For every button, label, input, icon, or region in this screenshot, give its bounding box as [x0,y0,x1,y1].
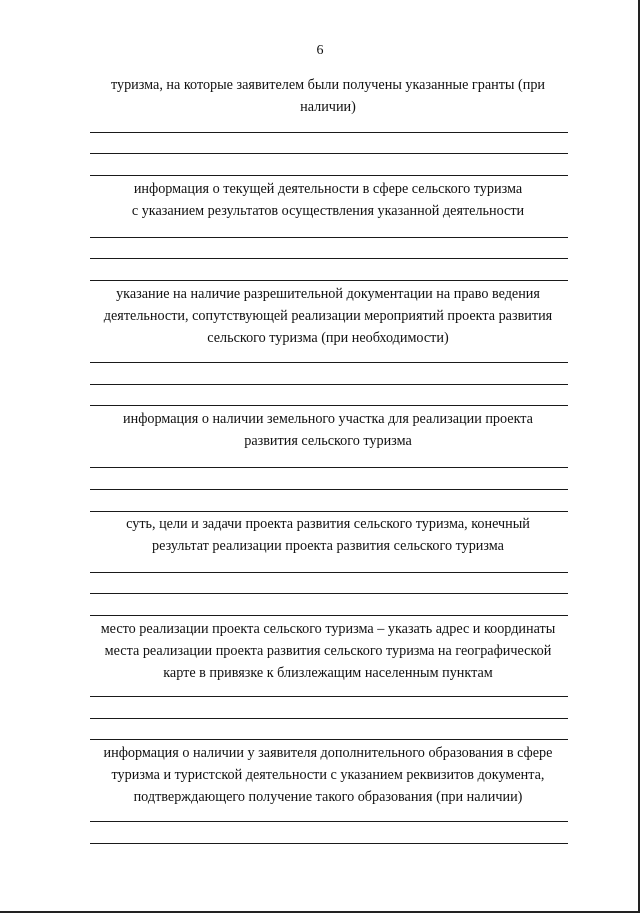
fill-line [90,511,568,512]
section-project-goals [88,513,568,557]
section-land-plot [88,408,568,452]
fill-line [90,280,568,281]
fill-line [90,821,568,822]
text-line: карте в привязке к близлежащим населенным пунктам [163,665,493,681]
fill-line [90,384,568,385]
fill-line [90,718,568,719]
text-line: наличии) [300,99,356,115]
text-line: сельского туризма (при необходимости) [207,330,449,346]
text-line: суть, цели и задачи проекта развития сельского туризма, конечный [126,516,530,532]
fill-line [90,175,568,176]
fill-line [90,615,568,616]
fill-line [90,593,568,594]
text-line: места реализации проекта развития сельского туризма на географической [104,643,552,659]
fill-line [90,153,568,154]
fill-line [90,405,568,406]
text-line: указание на наличие разрешительной документации на право ведения [116,286,540,302]
fill-line [90,739,568,740]
text-line: информация о текущей деятельности в сфере сельского туризма [133,181,523,197]
fill-line [90,467,568,468]
section-permits [88,283,568,349]
text-line: информация о наличии земельного участка для реализации проекта [123,411,533,427]
section-education [88,742,568,808]
text-line: деятельности, сопутствующей реализации мероприятий проекта развития [103,308,553,324]
text-line: место реализации проекта сельского туризма – указать адрес и координаты [100,621,556,637]
text-line: с указанием результатов осуществления указанной деятельности [131,203,525,219]
text-line: результат реализации проекта развития сельского туризма [152,538,504,554]
fill-line [90,843,568,844]
section-current-activity [88,178,568,222]
fill-line [90,696,568,697]
text-line: информация о наличии у заявителя дополнительного образования в сфере [103,745,553,761]
fill-line [90,572,568,573]
text-line: туризма, на которые заявителем были получены указанные гранты (при [110,77,546,93]
text-line: подтверждающего получение такого образования (при наличии) [133,789,523,805]
page-number: 6 [316,43,324,58]
fill-line [90,362,568,363]
section-grants-text [88,74,568,118]
section-project-location [88,618,568,684]
fill-line [90,489,568,490]
fill-line [90,258,568,259]
fill-line [90,132,568,133]
text-line: развития сельского туризма [244,433,412,449]
text-line: туризма и туристской деятельности с указанием реквизитов документа, [111,767,545,783]
fill-line [90,237,568,238]
